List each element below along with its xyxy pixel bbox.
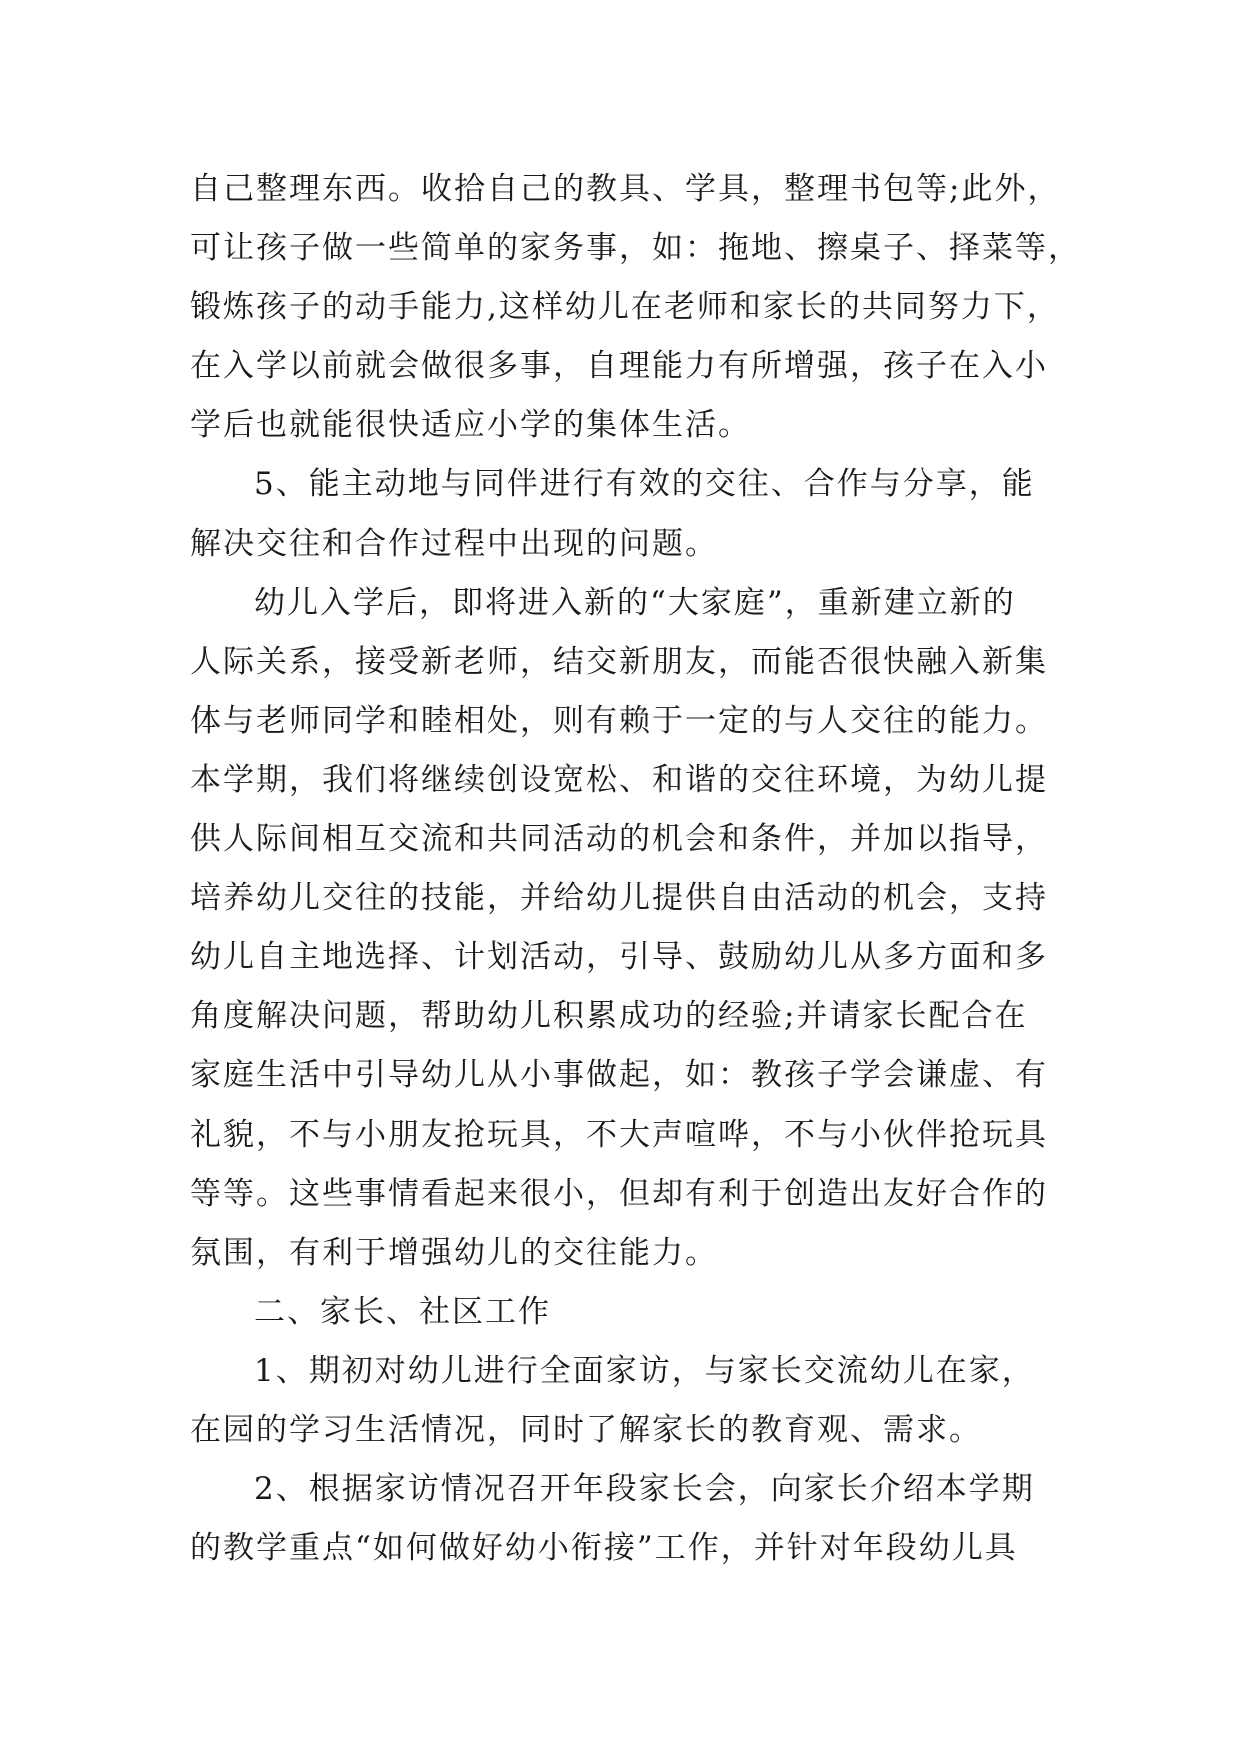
- text-line: 人际关系，接受新老师，结交新朋友，而能否很快融入新集: [190, 643, 1048, 680]
- text-line: 二、家长、社区工作: [254, 1293, 551, 1330]
- text-line: 礼貌，不与小朋友抢玩具，不大声喧哗，不与小伙伴抢玩具: [190, 1116, 1048, 1153]
- text-line: 自己整理东西。收拾自己的教具、学具，整理书包等;此外，: [190, 171, 1061, 207]
- text-line: 1、期初对幼儿进行全面家访，与家长交流幼儿在家，: [254, 1352, 1035, 1389]
- text-line: 氛围，有利于增强幼儿的交往能力。: [190, 1234, 718, 1271]
- text-line: 在园的学习生活情况，同时了解家长的教育观、需求。: [190, 1411, 982, 1448]
- text-line: 可让孩子做一些简单的家务事，如：拖地、擦桌子、择菜等，: [190, 230, 1081, 267]
- text-line: 5、能主动地与同伴进行有效的交往、合作与分享，能: [254, 466, 1035, 503]
- text-line: 在入学以前就会做很多事，自理能力有所增强，孩子在入小: [190, 348, 1048, 385]
- text-line: 培养幼儿交往的技能，并给幼儿提供自由活动的机会，支持: [190, 880, 1048, 917]
- text-line: 幼儿入学后，即将进入新的“大家庭”，重新建立新的: [254, 584, 1016, 621]
- text-line: 体与老师同学和睦相处，则有赖于一定的与人交往的能力。: [190, 702, 1048, 739]
- document-body: [190, 160, 1090, 1578]
- text-line: 本学期，我们将继续创设宽松、和谐的交往环境，为幼儿提: [190, 761, 1048, 798]
- text-line: 家庭生活中引导幼儿从小事做起，如：教孩子学会谦虚、有: [190, 1057, 1048, 1094]
- text-line: 解决交往和合作过程中出现的问题。: [190, 525, 718, 562]
- text-line: 等等。这些事情看起来很小，但却有利于创造出友好合作的: [190, 1175, 1048, 1212]
- text-line: 幼儿自主地选择、计划活动，引导、鼓励幼儿从多方面和多: [190, 939, 1048, 976]
- text-line: 锻炼孩子的动手能力,这样幼儿在老师和家长的共同努力下，: [190, 289, 1060, 326]
- text-line: 的教学重点“如何做好幼小衔接”工作，并针对年段幼儿具: [190, 1530, 1018, 1567]
- text-line: 2、根据家访情况召开年段家长会，向家长介绍本学期: [254, 1471, 1035, 1508]
- text-line: 供人际间相互交流和共同活动的机会和条件，并加以指导，: [190, 821, 1048, 858]
- text-line: 学后也就能很快适应小学的集体生活。: [190, 407, 751, 444]
- text-line: 角度解决问题，帮助幼儿积累成功的经验;并请家长配合在: [190, 998, 1028, 1035]
